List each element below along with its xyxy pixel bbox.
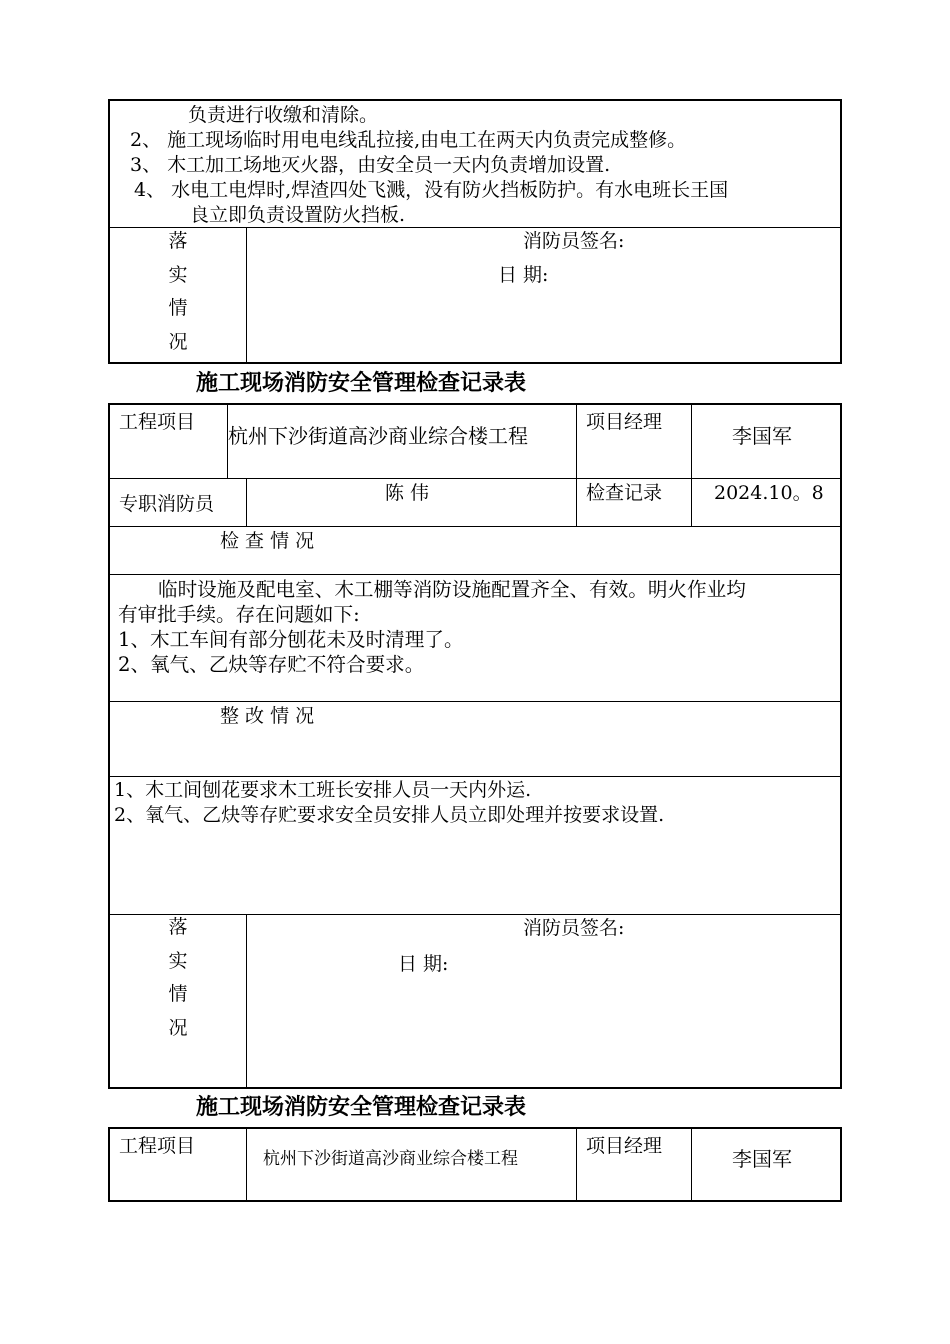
project-label: 工程项目 — [119, 411, 196, 433]
manager-label: 项目经理 — [586, 1135, 663, 1157]
inspection-header: 检 查 情 况 — [220, 530, 315, 552]
rectify-header: 整 改 情 况 — [220, 705, 315, 727]
inspection-line: 临时设施及配电室、木工棚等消防设施配置齐全、有效。明火作业均 — [158, 578, 746, 601]
continuation-table — [108, 99, 842, 364]
implementation-label: 落 实 情 况 — [168, 916, 188, 1039]
rectify-line: 4、 水电工电焊时,焊渣四处飞溅，没有防火挡板防护。有水电班长王国 — [134, 179, 729, 201]
inspection-form — [108, 1127, 842, 1202]
inspection-line: 1、木工车间有部分刨花未及时清理了。 — [118, 628, 464, 651]
officer-label: 专职消防员 — [119, 493, 215, 515]
form-title: 施工现场消防安全管理检查记录表 — [196, 371, 527, 396]
project-value: 杭州下沙街道高沙商业综合楼工程 — [263, 1149, 518, 1169]
rectify-line: 1、木工间刨花要求木工班长安排人员一天内外运. — [114, 779, 532, 801]
inspection-line: 有审批手续。存在问题如下: — [118, 603, 360, 626]
project-label: 工程项目 — [119, 1135, 196, 1157]
rectify-line: 2、 施工现场临时用电电线乱拉接,由电工在两天内负责完成整修。 — [130, 129, 687, 151]
date-label: 日 期: — [498, 264, 549, 286]
manager-label: 项目经理 — [586, 411, 663, 433]
inspection-form — [108, 403, 842, 1089]
project-value: 杭州下沙街道高沙商业综合楼工程 — [228, 424, 528, 448]
form-title: 施工现场消防安全管理检查记录表 — [196, 1095, 527, 1120]
manager-value: 李国军 — [732, 424, 792, 448]
rectify-line: 负责进行收缴和清除。 — [188, 104, 379, 126]
rectify-line: 2、氧气、乙炔等存贮要求安全员安排人员立即处理并按要求设置. — [114, 804, 665, 826]
officer-value: 陈 伟 — [385, 482, 430, 504]
rectify-line: 良立即负责设置防火挡板. — [190, 204, 406, 226]
signature-label: 消防员签名: — [523, 917, 625, 939]
inspection-line: 2、氧气、乙炔等存贮不符合要求。 — [118, 653, 425, 676]
record-label: 检查记录 — [586, 482, 663, 504]
signature-label: 消防员签名: — [523, 230, 625, 252]
manager-value: 李国军 — [732, 1147, 792, 1171]
date-label: 日 期: — [398, 953, 449, 975]
implementation-label: 落 实 情 况 — [168, 230, 188, 353]
rectify-line: 3、 木工加工场地灭火器，由安全员一天内负责增加设置. — [130, 154, 611, 176]
record-value: 2024.10。8 — [714, 482, 824, 504]
